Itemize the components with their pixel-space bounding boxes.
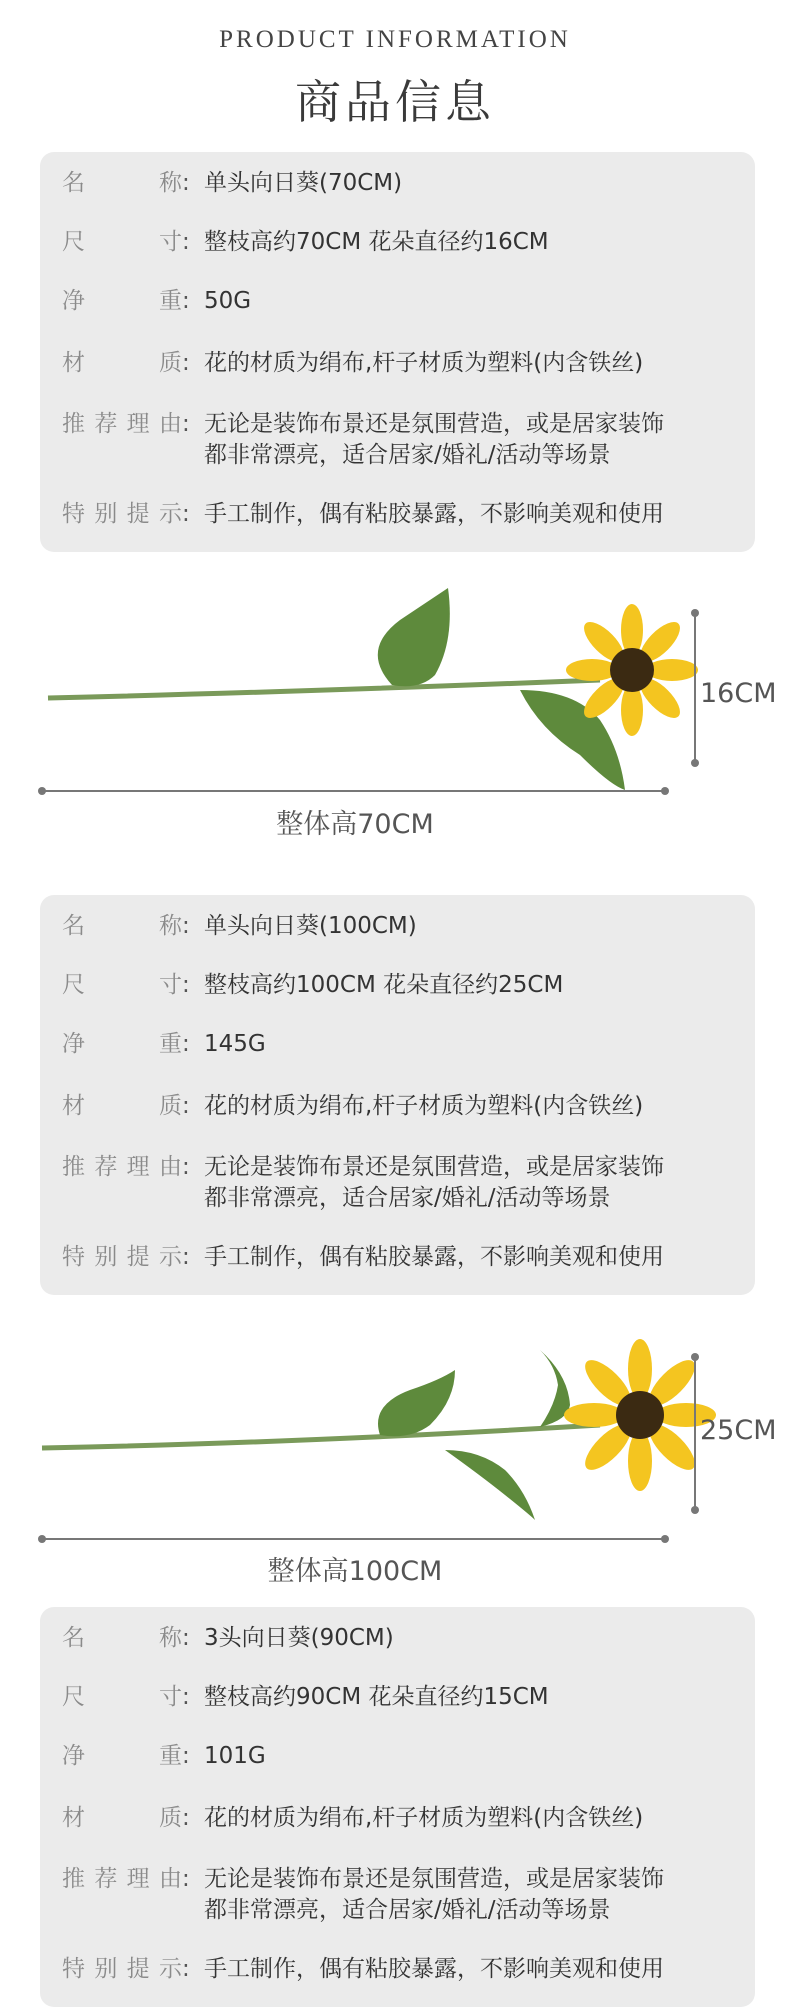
value-material: 花的材质为绢布,杆子材质为塑料(内含铁丝) xyxy=(204,350,644,376)
value-size: 整枝高约100CM 花朵直径约25CM xyxy=(204,972,564,998)
value-weight: 145G xyxy=(204,1031,266,1057)
value-weight: 101G xyxy=(204,1743,266,1769)
label-material: 材 质 xyxy=(62,350,182,376)
total-height-label-2: 整体高100CM xyxy=(267,1556,443,1587)
value-reason: 无论是装饰布景还是氛围营造，或是居家装饰 都非常漂亮，适合居家/婚礼/活动等场景 xyxy=(204,1154,664,1211)
label-size: 尺 寸 xyxy=(62,972,182,998)
label-reason: 推 荐 理 由 xyxy=(62,1866,182,1892)
product-figure-2 xyxy=(0,1325,790,1605)
product-info-card-1: 名 称 : 单头向日葵(70CM) 尺 寸 : 整枝高约70CM 花朵直径约16CM 净 重 : 50G 材 质 : 花的材质为绢布,杆子材质为塑料(内含铁丝) 推 荐 理 由 : 无论是装饰布景还是氛围营造，或是居家装饰 都非常漂亮，适合居家/婚礼/活动等场景 特 别 提 示 : 手工制作，偶有粘胶暴露，不影响美观和使用 xyxy=(40,152,755,552)
total-height-label-1: 整体高70CM xyxy=(276,809,434,840)
label-material: 材 质 xyxy=(62,1805,182,1831)
flower-diameter-label-2: 25CM xyxy=(700,1415,777,1446)
label-weight: 净 重 xyxy=(62,288,182,314)
value-tip: 手工制作，偶有粘胶暴露，不影响美观和使用 xyxy=(204,1244,664,1270)
label-size: 尺 寸 xyxy=(62,229,182,255)
flower-diameter-label-1: 16CM xyxy=(700,678,777,709)
value-reason: 无论是装饰布景还是氛围营造，或是居家装饰 都非常漂亮，适合居家/婚礼/活动等场景 xyxy=(204,411,664,468)
value-reason: 无论是装饰布景还是氛围营造，或是居家装饰 都非常漂亮，适合居家/婚礼/活动等场景 xyxy=(204,1866,664,1923)
value-material: 花的材质为绢布,杆子材质为塑料(内含铁丝) xyxy=(204,1805,644,1831)
product-info-card-2: 名 称 : 单头向日葵(100CM) 尺 寸 : 整枝高约100CM 花朵直径约25CM 净 重 : 145G 材 质 : 花的材质为绢布,杆子材质为塑料(内含铁丝) 推 荐 理 由 : 无论是装饰布景还是氛围营造，或是居家装饰 都非常漂亮，适合居家/婚礼/活动等场景 特 别 提 示 : 手工制作，偶有粘胶暴露，不影响美观和使用 xyxy=(40,895,755,1295)
label-tip: 特 别 提 示 xyxy=(62,501,182,527)
value-tip: 手工制作，偶有粘胶暴露，不影响美观和使用 xyxy=(204,1956,664,1982)
value-name: 单头向日葵(70CM) xyxy=(204,170,403,196)
label-weight: 净 重 xyxy=(62,1743,182,1769)
label-name: 名 称 xyxy=(62,1625,182,1651)
product-figure-1 xyxy=(0,580,790,850)
label-material: 材 质 xyxy=(62,1093,182,1119)
value-material: 花的材质为绢布,杆子材质为塑料(内含铁丝) xyxy=(204,1093,644,1119)
value-tip: 手工制作，偶有粘胶暴露，不影响美观和使用 xyxy=(204,501,664,527)
label-name: 名 称 xyxy=(62,913,182,939)
value-name: 单头向日葵(100CM) xyxy=(204,913,417,939)
label-tip: 特 别 提 示 xyxy=(62,1244,182,1270)
label-reason: 推 荐 理 由 xyxy=(62,1154,182,1180)
label-size: 尺 寸 xyxy=(62,1684,182,1710)
page-title: 商品信息 xyxy=(295,75,495,129)
label-weight: 净 重 xyxy=(62,1031,182,1057)
label-tip: 特 别 提 示 xyxy=(62,1956,182,1982)
label-reason: 推 荐 理 由 xyxy=(62,411,182,437)
label-name: 名 称 xyxy=(62,170,182,196)
product-info-card-3: 名 称 : 3头向日葵(90CM) 尺 寸 : 整枝高约90CM 花朵直径约15CM 净 重 : 101G 材 质 : 花的材质为绢布,杆子材质为塑料(内含铁丝) 推 荐 理 由 : 无论是装饰布景还是氛围营造，或是居家装饰 都非常漂亮，适合居家/婚礼/活动等场景 特 别 提 示 : 手工制作，偶有粘胶暴露，不影响美观和使用 xyxy=(40,1607,755,2007)
value-name: 3头向日葵(90CM) xyxy=(204,1625,394,1651)
value-size: 整枝高约70CM 花朵直径约16CM xyxy=(204,229,549,255)
value-weight: 50G xyxy=(204,288,252,314)
value-size: 整枝高约90CM 花朵直径约15CM xyxy=(204,1684,549,1710)
header-title-en: PRODUCT INFORMATION xyxy=(219,26,571,53)
